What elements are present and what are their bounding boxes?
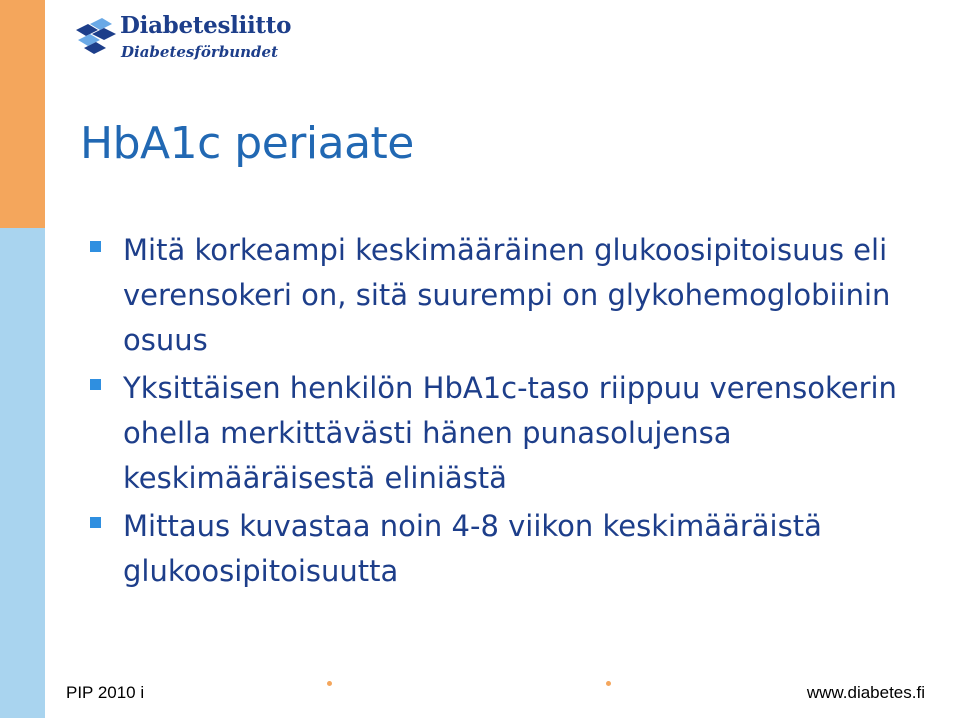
diabetesliitto-logo [74,14,304,70]
bullet-text: Mitä korkeampi keskimääräinen glukoosipitoisuus eli verensokeri on, sitä suurempi on glykohemoglobiinin osuus [123,233,891,357]
slide-title: HbA1c periaate [80,118,414,169]
footer-dot-icon [606,681,611,686]
footer-url: www.diabetes.fi [806,683,925,702]
square-bullet-icon [90,517,101,528]
footer-code: PIP 2010 i [66,683,145,702]
bullet-text: Mittaus kuvastaa noin 4-8 viikon keskimääräistä glukoosipitoisuutta [123,509,822,588]
square-bullet-icon [90,379,101,390]
bullet-item [88,504,948,594]
bullet-item [88,228,948,363]
bullet-item [88,366,948,501]
footer-dot-icon [327,681,332,686]
bullet-text: Yksittäisen henkilön HbA1c-taso riippuu verensokerin ohella merkittävästi hänen punasolujensa keskimääräisestä eliniästä [123,371,897,495]
side-strip-orange [0,0,45,228]
bullet-list [88,228,948,597]
logo-name: Diabetesliitto [120,12,292,39]
side-strip-blue [0,228,45,718]
logo-mark-icon [74,16,118,56]
square-bullet-icon [90,241,101,252]
logo-subtitle: Diabetesförbundet [121,43,278,61]
